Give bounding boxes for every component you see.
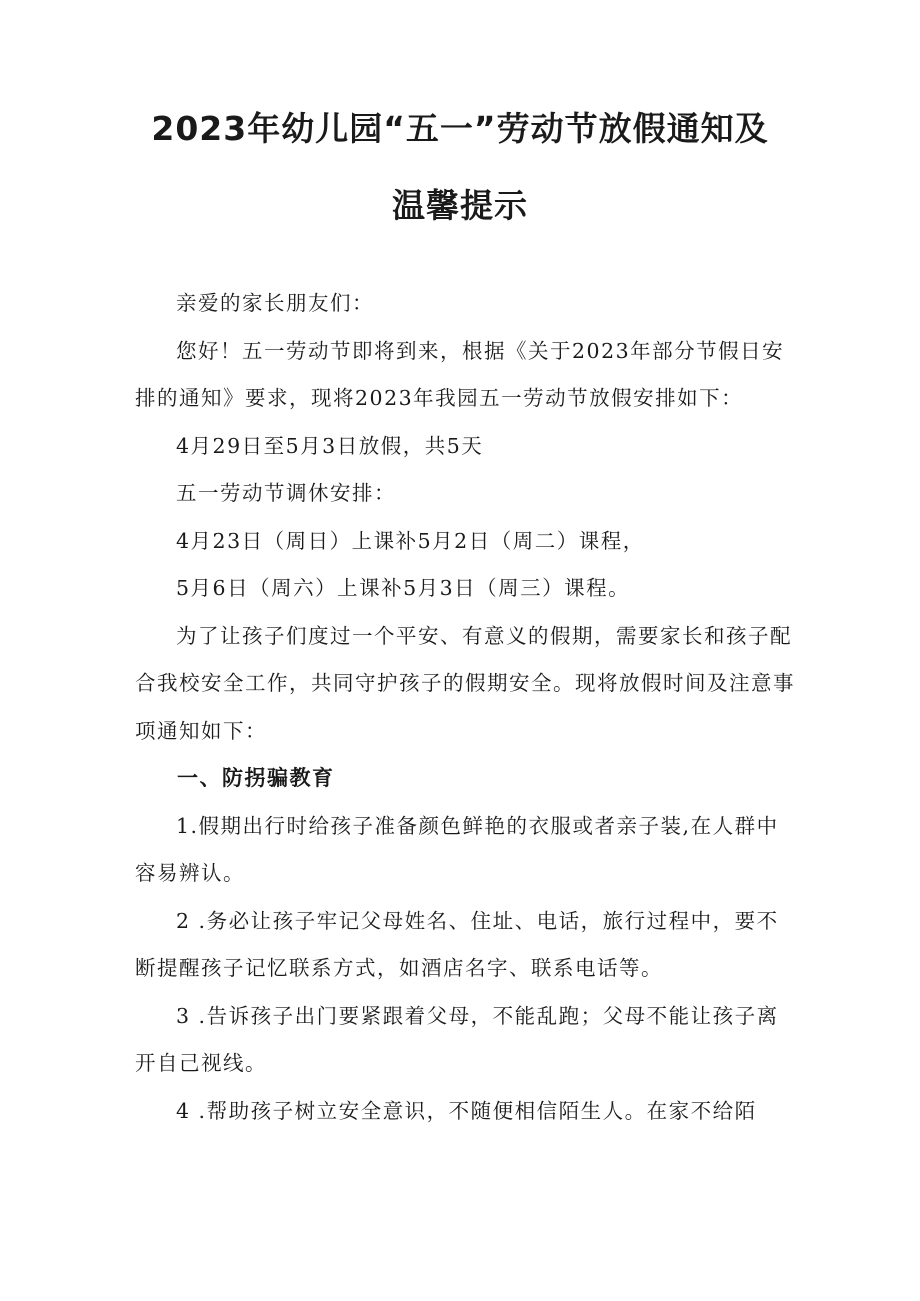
paragraph: 五一劳动节调休安排： (176, 481, 396, 505)
document-body (135, 280, 795, 1135)
paragraph: 5月6日（周六）上课补5月3日（周三）课程。 (176, 576, 631, 600)
paragraph: 为了让孩子们度过一个平安、有意义的假期，需要家长和孩子配合我校安全工作，共同守护孩子的假期安全。现将放假时间及注意事项通知如下： (135, 623, 795, 743)
list-item: 4 .帮助孩子树立安全意识，不随便相信陌生人。在家不给陌 (176, 1098, 757, 1123)
section-heading: 一、防拐骗教育 (177, 766, 335, 790)
paragraph: 4月29日至5月3日放假，共5天 (176, 433, 484, 458)
document-title-line2: 温馨提示 (392, 186, 528, 225)
paragraph: 4月23日（周日）上课补5月2日（周二）课程， (176, 528, 645, 553)
document-title-line1: 2023年幼儿园“五一”劳动节放假通知及 (151, 109, 769, 148)
list-item: 2 .务必让孩子牢记父母姓名、住址、电话，旅行过程中，要不断提醒孩子记忆联系方式，如酒店名字、联系电话等。 (135, 908, 779, 980)
greeting: 亲爱的家长朋友们： (176, 291, 374, 315)
paragraph: 您好！五一劳动节即将到来，根据《关于2023年部分节假日安排的通知》要求，现将2023年我园五一劳动节放假安排如下： (135, 338, 785, 410)
list-item: 1.假期出行时给孩子准备颜色鲜艳的衣服或者亲子装,在人群中容易辨认。 (135, 813, 779, 885)
list-item: 3 .告诉孩子出门要紧跟着父母，不能乱跑；父母不能让孩子离开自己视线。 (135, 1003, 779, 1075)
